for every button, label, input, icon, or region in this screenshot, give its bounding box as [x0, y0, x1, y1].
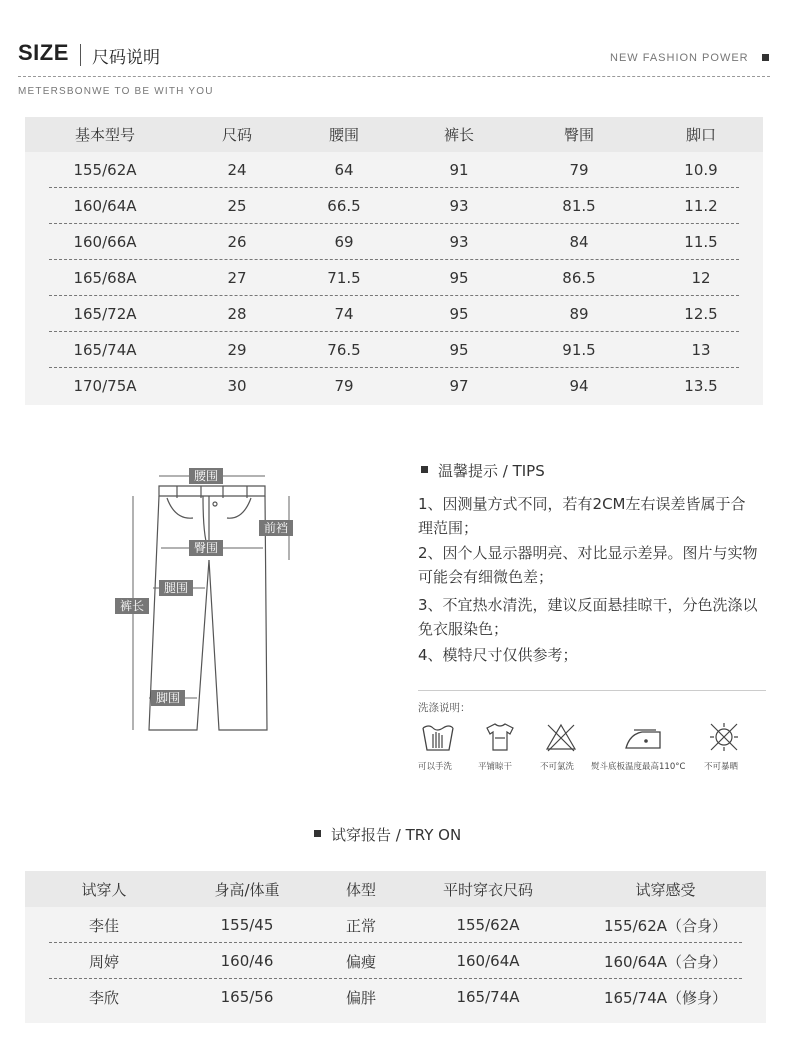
table-cell: 周婷 — [88, 952, 119, 971]
table-row — [25, 979, 766, 1015]
column-header: 腰围 — [328, 126, 359, 144]
table-cell: 79 — [569, 161, 589, 179]
table-cell: 97 — [449, 377, 469, 395]
table-cell: 11.2 — [684, 197, 718, 215]
table-row — [25, 907, 766, 943]
table-cell: 12 — [691, 269, 711, 287]
label-thigh: 腿围 — [163, 581, 189, 595]
tip-item-4: 4、模特尺寸仅供参考； — [418, 646, 578, 664]
table-cell: 71.5 — [327, 269, 361, 287]
title-divider — [80, 44, 81, 66]
table-row — [25, 296, 763, 332]
pants-diagram — [105, 460, 305, 740]
table-row — [25, 224, 763, 260]
table-cell: 165/68A — [73, 269, 137, 287]
table-cell: 偏瘦 — [345, 952, 376, 971]
tagline: NEW FASHION POWER — [610, 52, 749, 64]
square-bullet-icon — [314, 830, 321, 837]
table-cell: 155/62A — [456, 916, 520, 934]
column-header: 试穿人 — [81, 880, 127, 899]
wash-label-iron: 熨斗底板温度最高110°C — [591, 762, 686, 772]
table-row — [25, 332, 763, 368]
table-cell: 165/74A — [73, 341, 137, 359]
table-row — [25, 188, 763, 224]
label-hip: 臀围 — [193, 541, 219, 555]
table-cell: 84 — [569, 233, 589, 251]
table-cell: 160/64A（合身） — [603, 952, 728, 971]
table-cell: 160/64A — [456, 952, 520, 970]
table-cell: 24 — [227, 161, 247, 179]
table-cell: 165/74A（修身） — [603, 988, 728, 1007]
table-cell: 89 — [569, 305, 589, 323]
tip-item-2: 2、因个人显示器明亮、对比显示差异。图片与实物可能会有细微色差； — [418, 544, 758, 586]
table-cell: 13.5 — [684, 377, 718, 395]
column-header: 脚口 — [685, 126, 716, 144]
tryon-table-header — [25, 871, 766, 907]
table-row — [25, 368, 763, 404]
label-hem: 脚围 — [155, 691, 181, 705]
table-cell: 165/56 — [220, 988, 274, 1006]
table-cell: 94 — [569, 377, 589, 395]
wash-label-no-sun: 不可暴晒 — [704, 762, 739, 772]
table-cell: 12.5 — [684, 305, 718, 323]
tips-divider — [418, 690, 766, 691]
wash-label-hand: 可以手洗 — [418, 762, 453, 772]
table-cell: 13 — [691, 341, 711, 359]
tips-title: 温馨提示 / TIPS — [438, 462, 545, 480]
tryon-table-body — [25, 907, 766, 1015]
table-cell: 27 — [227, 269, 247, 287]
table-cell: 95 — [449, 269, 469, 287]
iron-icon — [622, 722, 664, 752]
no-bleach-icon — [544, 722, 578, 752]
wash-title: 洗涤说明： — [418, 702, 471, 714]
label-length: 裤长 — [119, 599, 145, 613]
column-header: 体型 — [345, 880, 376, 899]
table-cell: 155/62A — [73, 161, 137, 179]
table-cell: 160/66A — [73, 233, 137, 251]
table-cell: 91 — [449, 161, 469, 179]
wash-label-no-bleach: 不可氯洗 — [540, 762, 575, 772]
square-bullet-icon — [421, 466, 428, 473]
table-cell: 170/75A — [73, 377, 137, 395]
page-title: 尺码说明 — [92, 48, 160, 68]
column-header: 尺码 — [221, 126, 252, 144]
table-cell: 79 — [334, 377, 354, 395]
table-cell: 25 — [227, 197, 247, 215]
header-divider — [18, 76, 770, 77]
tryon-title: 试穿报告 / TRY ON — [331, 826, 462, 844]
table-cell: 155/45 — [220, 916, 274, 934]
table-cell: 偏胖 — [345, 988, 376, 1007]
square-bullet-icon — [762, 54, 769, 61]
tip-item-3: 3、不宜热水清洗，建议反面悬挂晾干，分色洗涤以免衣服染色； — [418, 596, 758, 638]
size-table — [25, 117, 763, 405]
table-cell: 69 — [334, 233, 354, 251]
no-sun-icon — [707, 722, 741, 752]
table-cell: 29 — [227, 341, 247, 359]
column-header: 试穿感受 — [635, 880, 696, 899]
table-cell: 165/72A — [73, 305, 137, 323]
table-cell: 10.9 — [684, 161, 718, 179]
flat-dry-icon — [483, 722, 517, 752]
table-cell: 93 — [449, 233, 469, 251]
table-cell: 165/74A — [456, 988, 520, 1006]
table-cell: 155/62A（合身） — [603, 916, 728, 935]
table-cell: 28 — [227, 305, 247, 323]
hand-wash-icon — [421, 722, 455, 752]
table-cell: 74 — [334, 305, 354, 323]
table-cell: 26 — [227, 233, 247, 251]
column-header: 臀围 — [563, 126, 594, 144]
column-header: 裤长 — [443, 126, 474, 144]
table-cell: 76.5 — [327, 341, 361, 359]
tip-item-1: 1、因测量方式不同，若有2CM左右误差皆属于合理范围； — [418, 495, 746, 537]
table-cell: 11.5 — [684, 233, 718, 251]
table-row — [25, 260, 763, 296]
label-waist: 腰围 — [193, 469, 219, 483]
table-row — [25, 152, 763, 188]
wash-label-flat-dry: 平铺晾干 — [478, 762, 513, 772]
table-cell: 李欣 — [88, 988, 119, 1007]
table-cell: 64 — [334, 161, 354, 179]
column-header: 身高/体重 — [214, 880, 280, 899]
table-cell: 95 — [449, 341, 469, 359]
column-header: 基本型号 — [74, 126, 135, 144]
table-cell: 81.5 — [562, 197, 596, 215]
table-cell: 160/64A — [73, 197, 137, 215]
table-row — [25, 943, 766, 979]
table-cell: 李佳 — [88, 916, 119, 935]
subtitle: METERSBONWE TO BE WITH YOU — [18, 86, 214, 97]
brand-title: SIZE — [18, 40, 69, 65]
size-table-body — [25, 152, 763, 404]
label-front-rise: 前裆 — [263, 521, 289, 535]
table-cell: 93 — [449, 197, 469, 215]
column-header: 平时穿衣尺码 — [442, 880, 533, 899]
table-cell: 95 — [449, 305, 469, 323]
size-table-header — [25, 117, 763, 152]
table-cell: 66.5 — [327, 197, 361, 215]
table-cell: 91.5 — [562, 341, 596, 359]
table-cell: 正常 — [345, 916, 376, 935]
table-cell: 30 — [227, 377, 247, 395]
tryon-table — [25, 871, 766, 1023]
table-cell: 86.5 — [562, 269, 596, 287]
table-cell: 160/46 — [220, 952, 274, 970]
